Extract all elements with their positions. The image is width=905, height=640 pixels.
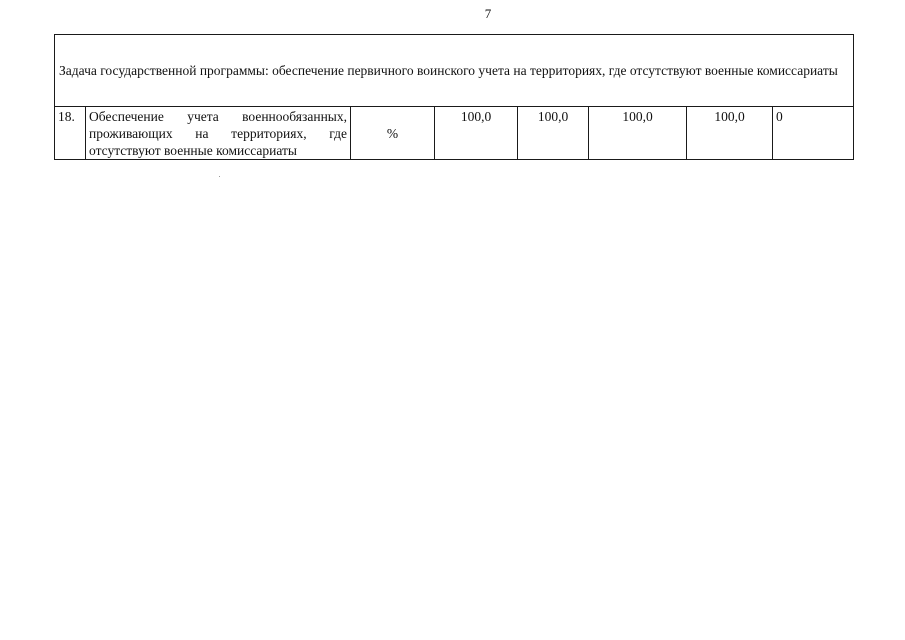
table-row [55,107,854,160]
scan-speck [219,176,220,177]
value-5: 0 [773,107,854,160]
row-number: 18. [55,107,86,160]
indicator-name: Обеспечение учета военнообязанных, проживающих на территориях, где отсутствуют военные комиссариаты [86,107,351,160]
page-number: 7 [484,6,492,21]
program-task-text: Задача государственной программы: обеспечение первичного воинского учета на территориях, где отсутствуют военные комиссариаты [55,35,854,107]
value-4: 100,0 [687,107,773,160]
indicators-table [54,34,854,160]
value-1: 100,0 [435,107,518,160]
value-3: 100,0 [589,107,687,160]
unit-of-measure: % [351,107,435,160]
task-row [55,35,854,107]
value-2: 100,0 [518,107,589,160]
